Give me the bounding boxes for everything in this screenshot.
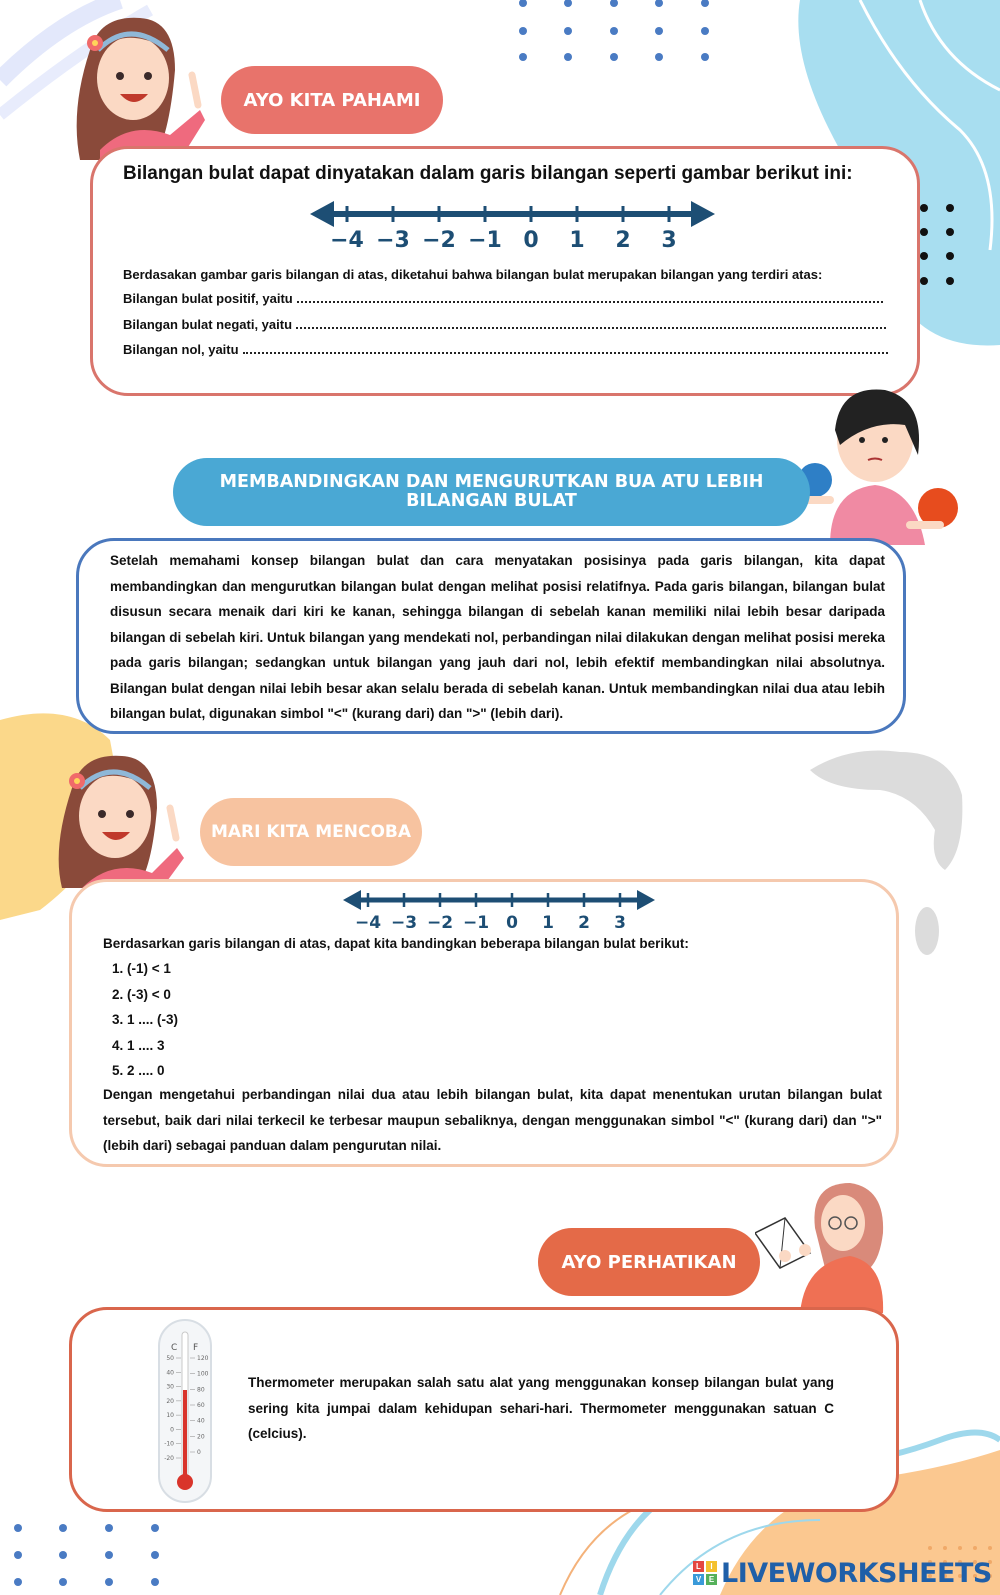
list-item: 1. (-1) < 1 (127, 956, 178, 982)
thermometer-tick-label: 80 (197, 1386, 205, 1394)
logo-mark-icon (693, 1561, 717, 1585)
answer-blank[interactable] (297, 300, 883, 303)
thermo-f-label: F (193, 1343, 199, 1353)
thermometer-tick-label: 50 (166, 1355, 174, 1362)
explanation-paragraph: Setelah memahami konsep bilangan bulat dan cara menyatakan posisinya pada garis bilangan, kita dapat membandingkan dan mengurutkan bilangan bulat dengan melihat posisi relatifnya. Pada garis bilangan, bilangan bulat disusun secara menaik dari kiri ke kanan, sehingga bilangan di sebelah kanan memiliki nilai lebih besar daripada bilangan di sebelah kiri. Untuk bilangan yang mendekati nol, perbandingan nilai dilakukan dengan melihat posisi mereka pada garis bilangan; sedangkan untuk bilangan yang jauh dari nol, lebih efektif membandingkan nilai absolutnya. Bilangan bulat dengan nilai lebih besar akan selalu berada di sebelah kanan. Untuk membandingkan nilai dua atau lebih bilangan bulat, digunakan simbol "<" (kurang dari) dan ">" (lebih dari). (110, 553, 885, 721)
deco-blob-gray (915, 907, 939, 955)
arrow-right-icon (691, 201, 715, 227)
comparison-list (103, 956, 178, 1084)
dot-grid-bottom (14, 1524, 159, 1586)
ayo-perhatikan-pill: AYO PERHATIKAN (538, 1228, 760, 1296)
practice-card (69, 879, 899, 1167)
answer-label: Bilangan bulat positif, yaitu (123, 291, 293, 306)
logo-text: LIVEWORKSHEETS (721, 1557, 992, 1589)
thermometer-tick-label: 60 (197, 1402, 205, 1409)
list-item[interactable]: 4. 1 .... 3 (127, 1033, 178, 1059)
thermometer-tick-label: 0 (197, 1449, 201, 1456)
thermometer-icon (157, 1318, 213, 1504)
answer-line-negative (123, 317, 886, 332)
woman-reading-illustration (755, 1178, 895, 1313)
membandingkan-pill: MEMBANDINGKAN DAN MENGURUTKAN BUA ATU LEBIH BILANGAN BULAT (173, 458, 810, 526)
number-line-label: −2 (426, 913, 454, 933)
thermometer-tick-label: 0 (170, 1426, 174, 1434)
number-line-label: −1 (468, 228, 502, 253)
comparison-explanation-card (76, 538, 906, 734)
answer-blank[interactable] (243, 351, 888, 354)
boy-with-balls-illustration (790, 385, 965, 545)
thermometer-tick-label: -10 (164, 1440, 174, 1448)
arrow-left-icon (343, 890, 361, 910)
list-item: 2. (-3) < 0 (127, 982, 178, 1008)
number-line-label: −4 (330, 228, 364, 253)
number-line-label: −2 (422, 228, 456, 253)
logo-letter: E (706, 1574, 717, 1585)
mari-kita-mencoba-pill: MARI KITA MENCOBA (200, 798, 422, 866)
arrow-right-icon (637, 890, 655, 910)
thermometer-tick-label: -20 (164, 1455, 174, 1462)
number-line (310, 197, 715, 257)
number-line-label: −3 (390, 913, 418, 933)
number-line-card (90, 146, 920, 396)
thermometer-tick-label: 10 (166, 1412, 174, 1420)
thermometer-tick-label: 40 (197, 1417, 205, 1425)
arrow-left-icon (310, 201, 334, 227)
thermometer-tick-label: 40 (166, 1369, 174, 1377)
thermometer-tick-label: 100 (197, 1370, 209, 1378)
thermometer-tick-label: 120 (197, 1355, 209, 1362)
number-line-label: −4 (354, 913, 382, 933)
dot-grid-top (519, 0, 709, 61)
number-line-label: 0 (506, 913, 518, 933)
number-line-label: 2 (615, 228, 631, 253)
answer-line-zero (123, 342, 888, 357)
number-line-label: 1 (569, 228, 585, 253)
thermometer-card (69, 1307, 899, 1512)
practice-intro: Berdasarkan garis bilangan di atas, dapat kita bandingkan beberapa bilangan bulat berikut: (103, 936, 689, 951)
thermometer-tick-label: 30 (166, 1383, 174, 1391)
logo-letter: V (693, 1574, 704, 1585)
card-title: Bilangan bulat dapat dinyatakan dalam garis bilangan seperti gambar berikut ini: (123, 163, 853, 184)
logo-letter: L (693, 1561, 704, 1572)
number-line-label: 3 (614, 913, 626, 933)
practice-closing: Dengan mengetahui perbandingan nilai dua atau lebih bilangan bulat, kita dapat menentukan urutan bilangan bulat tersebut, baik dari nilai terkecil ke terbesar maupun sebaliknya, dengan menggunakan simbol "<" (kurang dari) dan ">" (lebih dari) sebagai panduan dalam pengurutan nilai. (103, 1087, 882, 1153)
number-line-label: 3 (661, 228, 677, 253)
intro-text: Berdasakan gambar garis bilangan di atas, diketahui bahwa bilangan bulat merupakan bilangan yang terdiri atas: (123, 267, 823, 282)
number-line-label: 0 (523, 228, 539, 253)
ayo-kita-pahami-pill: AYO KITA PAHAMI (221, 66, 443, 134)
answer-blank[interactable] (296, 326, 886, 329)
thermo-c-label: C (171, 1343, 178, 1353)
liveworksheets-logo[interactable] (693, 1555, 992, 1591)
girl-pointing-illustration-2 (42, 748, 192, 898)
number-line-label: −1 (462, 913, 490, 933)
answer-label: Bilangan nol, yaitu (123, 342, 239, 357)
list-item[interactable]: 3. 1 .... (-3) (127, 1007, 178, 1033)
number-line-small (343, 886, 655, 936)
thermometer-tick-label: 20 (197, 1433, 205, 1441)
number-line-label: −3 (376, 228, 410, 253)
answer-line-positive (123, 291, 883, 306)
answer-label: Bilangan bulat negati, yaitu (123, 317, 293, 332)
deco-blob-gray (810, 750, 962, 870)
list-item[interactable]: 5. 2 .... 0 (127, 1058, 178, 1084)
number-line-label: 1 (542, 913, 554, 933)
logo-letter: I (706, 1561, 717, 1572)
thermometer-paragraph: Thermometer merupakan salah satu alat yang menggunakan konsep bilangan bulat yang sering kita jumpai dalam kehidupan sehari-hari. Thermometer menggunakan satuan C (celcius). (248, 1375, 834, 1441)
number-line-label: 2 (578, 913, 590, 933)
thermometer-tick-label: 20 (166, 1397, 174, 1405)
